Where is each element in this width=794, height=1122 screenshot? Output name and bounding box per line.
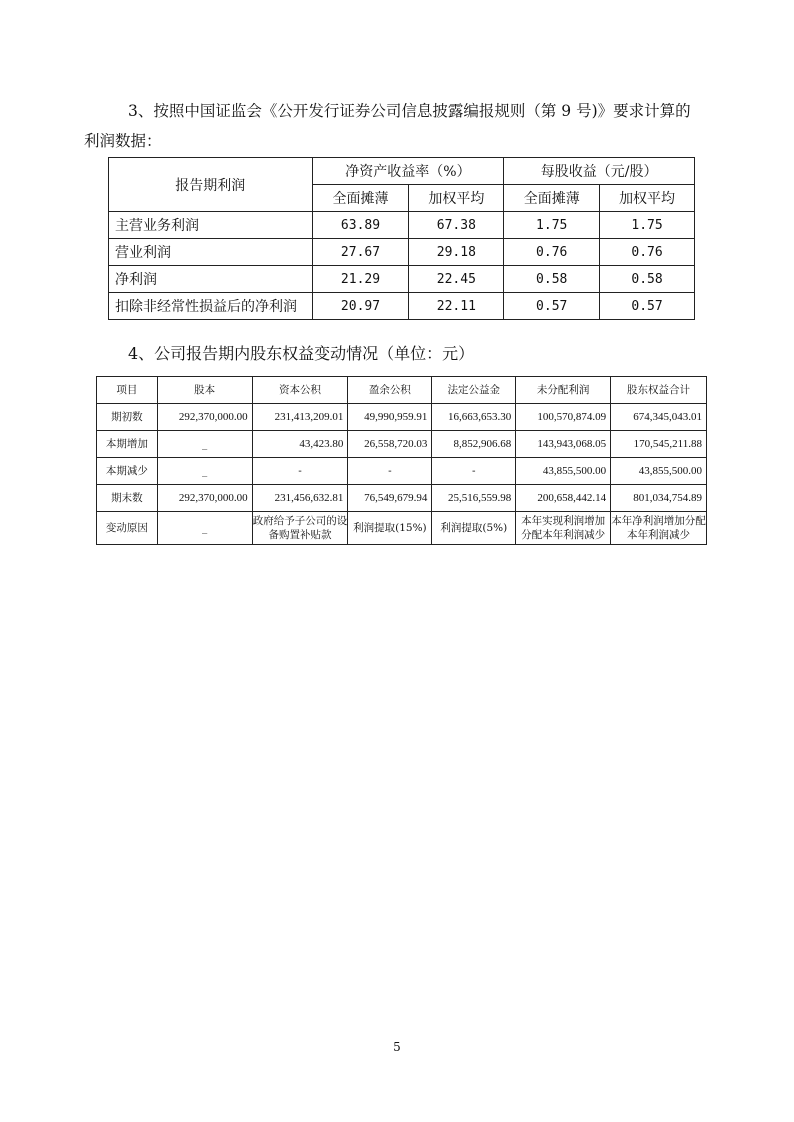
row-label: 营业利润	[109, 239, 313, 266]
cell: 0.58	[504, 266, 600, 293]
row-label: 主营业务利润	[109, 212, 313, 239]
cell: 49,990,959.91	[348, 404, 432, 431]
cell: 292,370,000.00	[157, 404, 252, 431]
equity-change-table	[96, 376, 707, 545]
page-number: 5	[393, 1040, 401, 1054]
cell: 231,456,632.81	[252, 485, 348, 512]
cell: 本年净利润增加分配本年利润减少	[611, 512, 707, 545]
row-label: 本期增加	[97, 431, 158, 458]
cell: _	[157, 458, 252, 485]
cell: 1.75	[600, 212, 695, 239]
cell: 63.89	[312, 212, 409, 239]
cell: 利润提取(15%)	[348, 512, 432, 545]
cell: _	[157, 431, 252, 458]
column-header: 法定公益金	[432, 377, 516, 404]
cell: 76,549,679.94	[348, 485, 432, 512]
cell: 231,413,209.01	[252, 404, 348, 431]
cell: 本年实现利润增加分配本年利润减少	[516, 512, 611, 545]
cell: 27.67	[312, 239, 409, 266]
table-row	[97, 458, 707, 485]
cell: 利润提取(5%)	[432, 512, 516, 545]
table-row	[97, 485, 707, 512]
cell: 200,658,442.14	[516, 485, 611, 512]
sub-header: 全面摊薄	[312, 185, 409, 212]
column-header: 盈余公积	[348, 377, 432, 404]
profit-table-corner-header: 报告期利润	[109, 158, 313, 212]
cell: 26,558,720.03	[348, 431, 432, 458]
section-3-paragraph	[84, 96, 710, 156]
table-row	[109, 293, 695, 320]
row-label: 净利润	[109, 266, 313, 293]
row-label: 期末数	[97, 485, 158, 512]
column-header: 股东权益合计	[611, 377, 707, 404]
cell: 22.11	[409, 293, 504, 320]
section-3-line-1: 3、按照中国证监会《公开发行证券公司信息披露编报规则（第 9 号)》要求计算的	[128, 102, 691, 120]
row-label: 期初数	[97, 404, 158, 431]
cell: 20.97	[312, 293, 409, 320]
roe-group-header: 净资产收益率（%）	[312, 158, 504, 185]
table-row	[109, 212, 695, 239]
cell: -	[252, 458, 348, 485]
section-3-line-2: 利润数据：	[84, 132, 162, 150]
table-row	[109, 239, 695, 266]
row-label: 变动原因	[97, 512, 158, 545]
section-4-heading: 4、公司报告期内股东权益变动情况（单位：元）	[128, 344, 475, 363]
column-header: 资本公积	[252, 377, 348, 404]
column-header: 未分配利润	[516, 377, 611, 404]
cell: 143,943,068.05	[516, 431, 611, 458]
cell: 0.76	[504, 239, 600, 266]
cell: 政府给予子公司的设备购置补贴款	[252, 512, 348, 545]
column-header: 项目	[97, 377, 158, 404]
cell: 43,423.80	[252, 431, 348, 458]
cell: 0.57	[600, 293, 695, 320]
cell: 67.38	[409, 212, 504, 239]
row-label: 扣除非经常性损益后的净利润	[109, 293, 313, 320]
cell: 170,545,211.88	[611, 431, 707, 458]
cell: -	[348, 458, 432, 485]
cell: 674,345,043.01	[611, 404, 707, 431]
cell: 16,663,653.30	[432, 404, 516, 431]
cell: 25,516,559.98	[432, 485, 516, 512]
eps-group-header: 每股收益（元/股）	[504, 158, 695, 185]
cell: 292,370,000.00	[157, 485, 252, 512]
cell: _	[157, 512, 252, 545]
cell: 43,855,500.00	[611, 458, 707, 485]
cell: 801,034,754.89	[611, 485, 707, 512]
column-header: 股本	[157, 377, 252, 404]
cell: 0.57	[504, 293, 600, 320]
cell: 0.58	[600, 266, 695, 293]
cell: 0.76	[600, 239, 695, 266]
table-header-row	[97, 377, 707, 404]
sub-header: 加权平均	[409, 185, 504, 212]
cell: 43,855,500.00	[516, 458, 611, 485]
sub-header: 加权平均	[600, 185, 695, 212]
row-label: 本期减少	[97, 458, 158, 485]
cell: 29.18	[409, 239, 504, 266]
cell: 21.29	[312, 266, 409, 293]
cell: 100,570,874.09	[516, 404, 611, 431]
cell: 8,852,906.68	[432, 431, 516, 458]
cell: 22.45	[409, 266, 504, 293]
sub-header: 全面摊薄	[504, 185, 600, 212]
cell: -	[432, 458, 516, 485]
table-row	[97, 512, 707, 545]
table-row	[97, 431, 707, 458]
table-row	[109, 266, 695, 293]
table-row	[97, 404, 707, 431]
profit-data-table	[108, 157, 695, 320]
cell: 1.75	[504, 212, 600, 239]
